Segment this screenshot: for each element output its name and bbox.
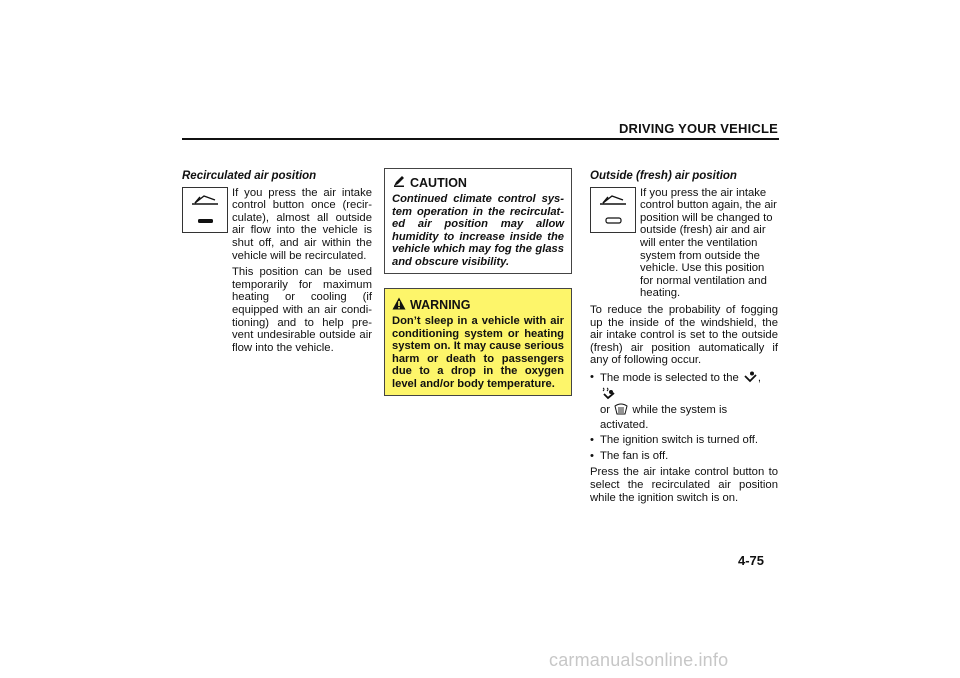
warning-title — [392, 297, 564, 313]
outside-heading: Outside (fresh) air position — [590, 170, 737, 182]
watermark: carmanualsonline.info — [549, 650, 729, 670]
pencil-icon — [392, 175, 406, 190]
warning-box — [384, 288, 572, 396]
caution-box — [384, 168, 572, 274]
recirculated-paragraph-2: This position can be used temporarily for maximum heating or cooling (if equipped with an air condi-tioning) and to help pre-vent undesirable outside air flow into the vehicle. — [232, 266, 372, 354]
list-item: • The fan is off. — [590, 450, 778, 463]
fogging-paragraph: To reduce the probability of fogging up the inside of the windshield, the air intake control is set to the outside (fresh) air position automatically if any of following occur. — [590, 303, 778, 367]
warning-label: WARNING — [410, 298, 471, 312]
page-number: 4-75 — [738, 553, 765, 568]
bullet-text: or — [600, 404, 611, 417]
caution-text: Continued climate control sys-tem operation in the recirculat-ed air position may allow humidity to increase inside the vehicle which may fog the glass and obscure visibility. — [392, 193, 564, 268]
section-title: DRIVING YOUR VEHICLE — [618, 121, 778, 136]
warning-text: Don’t sleep in a vehicle with air conditioning system or heating system on. It may cause serious harm or death to passengers due to a drop in the oxygen level and/or body temperature. — [392, 315, 564, 390]
left-column — [182, 170, 372, 358]
bullet-text: , — [757, 371, 762, 384]
bullet-text: while the system is activated. — [600, 404, 728, 431]
floor-mode-icon — [742, 371, 758, 387]
floor-defrost-mode-icon — [600, 387, 616, 404]
fresh-air-icon — [590, 187, 636, 233]
recirculated-heading: Recirculated air position — [182, 170, 317, 182]
defrost-mode-icon — [613, 403, 629, 419]
warning-triangle-icon — [392, 297, 406, 313]
outside-intro: If you press the air intake control button again, the air position will be changed to outside (fresh) air and air will enter the ventilation system from outside the vehicle. Use this position for normal ventilation and heating. — [640, 186, 777, 300]
caution-label: CAUTION — [410, 175, 467, 190]
list-item — [590, 371, 778, 431]
closing-paragraph: Press the air intake control button to select the recirculated air position while the ignition switch is on. — [590, 466, 778, 504]
caution-title — [392, 175, 564, 190]
recirculated-air-icon — [182, 187, 228, 233]
bullet-text: The mode is selected to the — [600, 371, 739, 384]
recirculated-paragraph-1: If you press the air intake control button once (recir-culate), almost all outside air flow into the vehicle is shut off, and air within the vehicle will be recirculated. — [232, 186, 372, 262]
auto-fresh-conditions — [590, 371, 778, 463]
header-rule — [182, 138, 779, 140]
list-item: • The ignition switch is turned off. — [590, 434, 778, 447]
right-column — [590, 170, 778, 508]
